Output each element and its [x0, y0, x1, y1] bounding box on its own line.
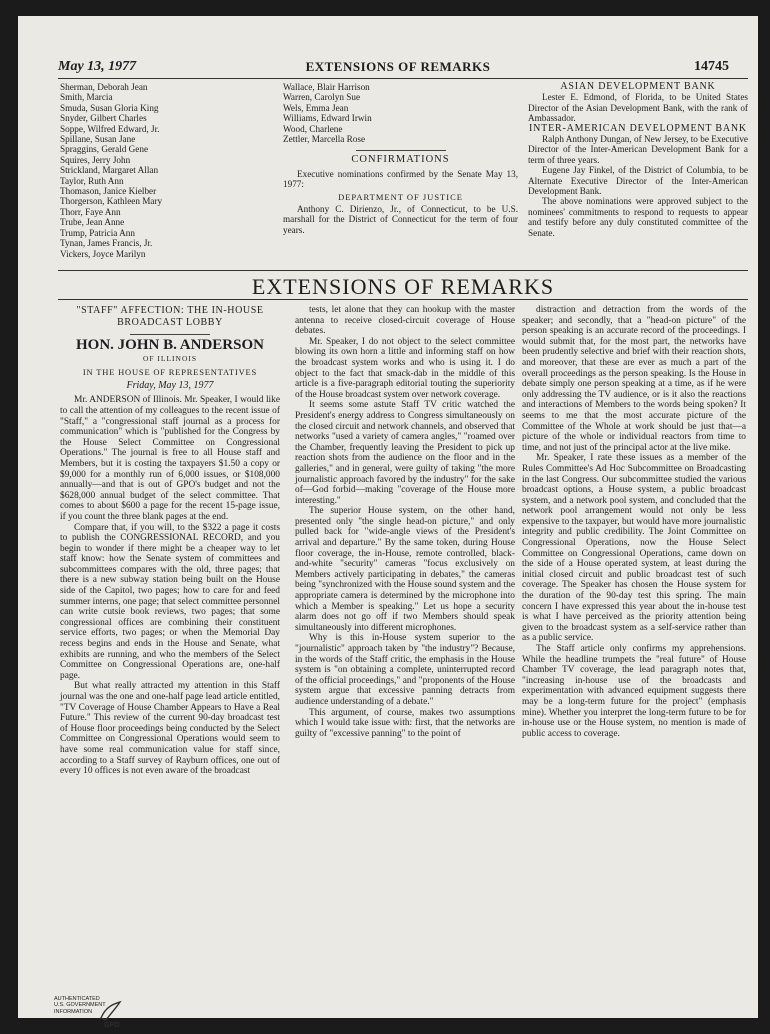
nominee-name: Taylor, Ruth Ann: [60, 175, 124, 186]
inter-bank-head: INTER-AMERICAN DEVELOPMENT BANK: [529, 122, 747, 134]
nominee-name: Smuda, Susan Gloria King: [60, 102, 159, 113]
body-paragraph: This argument, of course, makes two assumptions which I would take issue with: first, that the networks are guilty of "excessive panning" to the point of: [295, 707, 515, 739]
nominee-name: Thorr, Faye Ann: [60, 206, 121, 217]
nominee-name: Trube, Jean Anne: [60, 217, 125, 228]
nominee-name: Zettler, Marcella Rose: [283, 134, 366, 145]
confirmations-title: CONFIRMATIONS: [351, 154, 450, 166]
body-paragraph: Mr. ANDERSON of Illinois. Mr. Speaker, I would like to call the attention of my colleagues to the recent issue of "Staff," a "congressional staff journal as a process for communication" which is "published for the Congress by the House Select Committee on Congressional Operations." The journal is free to all House staff and Members, but it is costing the taxpayers $1.50 a copy or $9,000 for a monthly run of 6,000 issues, or $108,000 annually—and that is out of GPO's budget and not the $628,000 annual budget of the select committee. That comes to about $600 a page for the recent 15-page issue, if you count the three blank pages at the end.: [60, 395, 280, 522]
record-page: [18, 16, 758, 1029]
article-state: OF ILLINOIS: [142, 353, 198, 363]
body-col3: [522, 305, 746, 739]
nominations-note: The above nominations were approved subject to the nominees' commitments to respond to requests to appear and testify before any duly constituted committee of the Senate.: [528, 196, 748, 238]
inter-bank-text2: Eugene Jay Finkel, of the District of Columbia, to be Alternate Executive Director of the Inter-American Development Bank.: [528, 165, 748, 197]
nominee-name: Wood, Charlene: [283, 123, 343, 134]
section-rule-bottom: [58, 299, 748, 300]
nominee-name: Soppe, Wilfred Edward, Jr.: [60, 123, 160, 134]
nominee-name: Spraggins, Gerald Gene: [60, 144, 149, 155]
nominee-name: Trump, Patricia Ann: [60, 227, 135, 238]
body-paragraph: It seems some astute Staff TV critic watched the President's energy address to Congress simultaneously on the closed circuit and network channels, and observed that networks "used a variety of camera angles," "roamed over the Chamber, frequently leaving the President to pick up reaction shots from the audience on the floor and in the galleries," and in general, were guilty of taking "the more journalistic approach favored by the industry" for the sake of—God forbid—making "coverage of the House more interesting.": [295, 400, 515, 506]
body-paragraph: Mr. Speaker, I rate these issues as a member of the Rules Committee's Ad Hoc Subcommittee on Broadcasting in the last Congress. Our subcommittee studied the various broadcast options, a House system, a public broadcast system, and a network pool system, and concluded that the network pool arrangement would not only be less expensive to the taxpayer, but would have more journalistic integrity and public credibility. The Joint Committee on Congressional Operations, now the House Select Committee on Congressional Operations, came down on the side of a House operated system, at least during the initial closed circuit and public broadcast test of such coverage. The Speaker has chosen the House system for the duration of the 90-day test this spring. The main concern I have expressed this year about the in-house test is what I have perceived as the priority attention being given to the broadcast system as a self-service rather than as a public service.: [522, 453, 746, 644]
gpo-line1: AUTHENTICATED: [54, 996, 100, 1002]
article-title: "STAFF" AFFECTION: THE IN-HOUSE BROADCAST LOBBY: [76, 305, 264, 328]
header-date: May 13, 1977: [58, 59, 137, 74]
nominee-name: Snyder, Gilbert Charles: [60, 113, 147, 124]
nominee-name: Wels, Emma Jean: [283, 102, 349, 113]
gpo-authentication: [54, 996, 124, 1034]
nominee-name: Warren, Carolyn Sue: [283, 92, 361, 103]
section-rule-top: [58, 270, 748, 271]
confirm-rule: [356, 150, 446, 151]
gpo-eagle-icon: [98, 1000, 122, 1024]
body-paragraph: The Staff article only confirms my apprehensions. While the headline trumpets the "real future" of House Chamber TV coverage, the lead paragraph notes that, "increasing in-house use of the broadcasts and experimentation with advanced equipment suggests there may be a long-term future for the project" (emphasis mine). Whether you interpret the long-term future to be for in-house use or the House system, no mention is made of public access to coverage.: [522, 644, 746, 739]
nominee-name: Spillane, Susan Jane: [60, 134, 136, 145]
body-paragraph: Compare that, if you will, to the $322 a page it costs to publish the CONGRESSIONAL RECORD, and you begin to wonder if there might be a cheaper way to let staff know: how the Senate system of committees and subcommittees compares with the old, three pages; that there is a new subway station being built on the House side of the Capitol, two pages; how to care for and feed summer interns, one page; that select committee personnel can write cutsie book reviews, two pages; that some congressional offices are combining their constituent service efforts, two pages; or when the Memorial Day recess begins and ends in the House and Senate, what exhibits are running, and who the members of the Select Committee on Congressional Operations are, one-half page.: [60, 522, 280, 681]
article-house: IN THE HOUSE OF REPRESENTATIVES: [82, 367, 258, 378]
body-paragraph: The superior House system, on the other hand, presented only "the single head-on picture," and only pulled back for "wide-angle views of the President's arrival and departure." By the same token, during House floor coverage, the in-House, remote controlled, black-and-white "security" cameras "focus exclusively on Members actively participating in debates," the cameras being "synchronized with the House sound system and the appropriate camera is determined by the microphone into which a Member is speaking." Let us hope a security alarm does not go off if two Members should speak simultaneously into different microphones.: [295, 506, 515, 633]
nominee-name: Thomason, Janice Kielber: [60, 186, 157, 197]
gpo-line2: U.S. GOVERNMENT: [54, 1002, 106, 1009]
asian-bank-text: Lester E. Edmond, of Florida, to be United States Director of the Asian Development Bank, with the rank of Ambassador.: [528, 92, 748, 124]
section-title: EXTENSIONS OF REMARKS: [251, 274, 555, 299]
header-page-number: 14745: [694, 59, 729, 74]
inter-bank-text1: Ralph Anthony Dungan, of New Jersey, to be Executive Director of the Inter-American Development Bank for a term of three years.: [528, 134, 748, 165]
body-paragraph: Why is this in-House system superior to the "journalistic" approach taken by "the industry"? Because, in the words of the Staff critic, the emphasis in the House system is "on obtaining a complete, uninterrupted record of the official proceedings," and "proponents of the House system argue that excessive panning detracts from audience understanding of a debate.": [295, 633, 515, 707]
asian-bank-head: ASIAN DEVELOPMENT BANK: [560, 81, 716, 92]
confirmations-intro: Executive nominations confirmed by the Senate May 13, 1977:: [283, 168, 518, 190]
header-rule: [58, 78, 748, 79]
header-title: EXTENSIONS OF REMARKS: [305, 59, 491, 74]
nominee-name: Williams, Edward Irwin: [283, 113, 372, 124]
body-paragraph: Mr. Speaker, I do not object to the select committee blowing its own horn a little and informing staff on how the broadcast system works and who is using it. I do object to the fact that smack-dab in the middle of this article is a five-paragraph editorial touting the superiority of the House broadcast system over network coverage.: [295, 336, 515, 400]
nominee-name: Vickers, Joyce Marilyn: [60, 248, 146, 259]
nominee-name: Wallace, Blair Harrison: [283, 82, 370, 92]
names-list-col2: [283, 82, 518, 144]
article-date: Friday, May 13, 1977: [126, 379, 214, 391]
nominee-name: Strickland, Margaret Allan: [60, 165, 159, 176]
top-col2: [283, 82, 518, 235]
gpo-mark-text: GPO: [104, 1022, 120, 1029]
article-rule: [130, 334, 210, 335]
nominee-name: Thorgerson, Kathleen Mary: [60, 196, 163, 207]
article-author: HON. JOHN B. ANDERSON: [76, 337, 264, 353]
top-col3: [528, 82, 748, 238]
body-paragraph: But what really attracted my attention in this Staff journal was the one and one-half page lead article entitled, "TV Coverage of House Chamber Appears to Have a Real Future." This review of the current 90-day broadcast test of House floor proceedings being conducted by the Select Committee on Congressional Operations would seem to have some real communication value for staff since, according to a Staff survey of Rayburn offices, one out of every 10 offices is not even aware of the broadcast: [60, 681, 280, 777]
confirmations-text: Anthony C. Dirienzo, Jr., of Connecticut, to be U.S. marshall for the District of Connecticut for the term of four years.: [283, 204, 518, 235]
nominee-name: Tynan, James Francis, Jr.: [60, 238, 153, 249]
nominee-name: Squires, Jerry John: [60, 154, 131, 165]
body-paragraph: distraction and detraction from the words of the speaker; and secondly, that a "head-on picture" of the person speaking is an accurate record of the proceedings. I would submit that, for the most part, the networks have been prudently selective and brief with their reaction shots, and moreover, that these are ever as much a part of the overall proceedings as the person speaking. Is the House in debate simply one person speaking at a time, as if he were only addressing the TV audience, or is it also the reactions and interactions of Members to the words being spoken? It seems to me that the most accurate picture of the Committee of the Whole at work should be just that—a picture of the whole or individual reactors from time to time, and not just of the principal actor at the live mike.: [522, 305, 746, 453]
dept-justice-head: DEPARTMENT OF JUSTICE: [338, 191, 463, 202]
names-list-col1: [60, 82, 270, 259]
body-col1: [60, 305, 280, 777]
gpo-line3: INFORMATION: [54, 1008, 93, 1015]
col1-body: [60, 395, 280, 776]
body-paragraph: tests, let alone that they can hookup with the master antenna to receive closed-circuit coverage of House debates.: [295, 305, 515, 337]
nominee-name: Smith, Marcia: [60, 92, 113, 103]
nominee-name: Sherman, Deborah Jean: [60, 82, 148, 92]
body-col2: [295, 305, 515, 739]
